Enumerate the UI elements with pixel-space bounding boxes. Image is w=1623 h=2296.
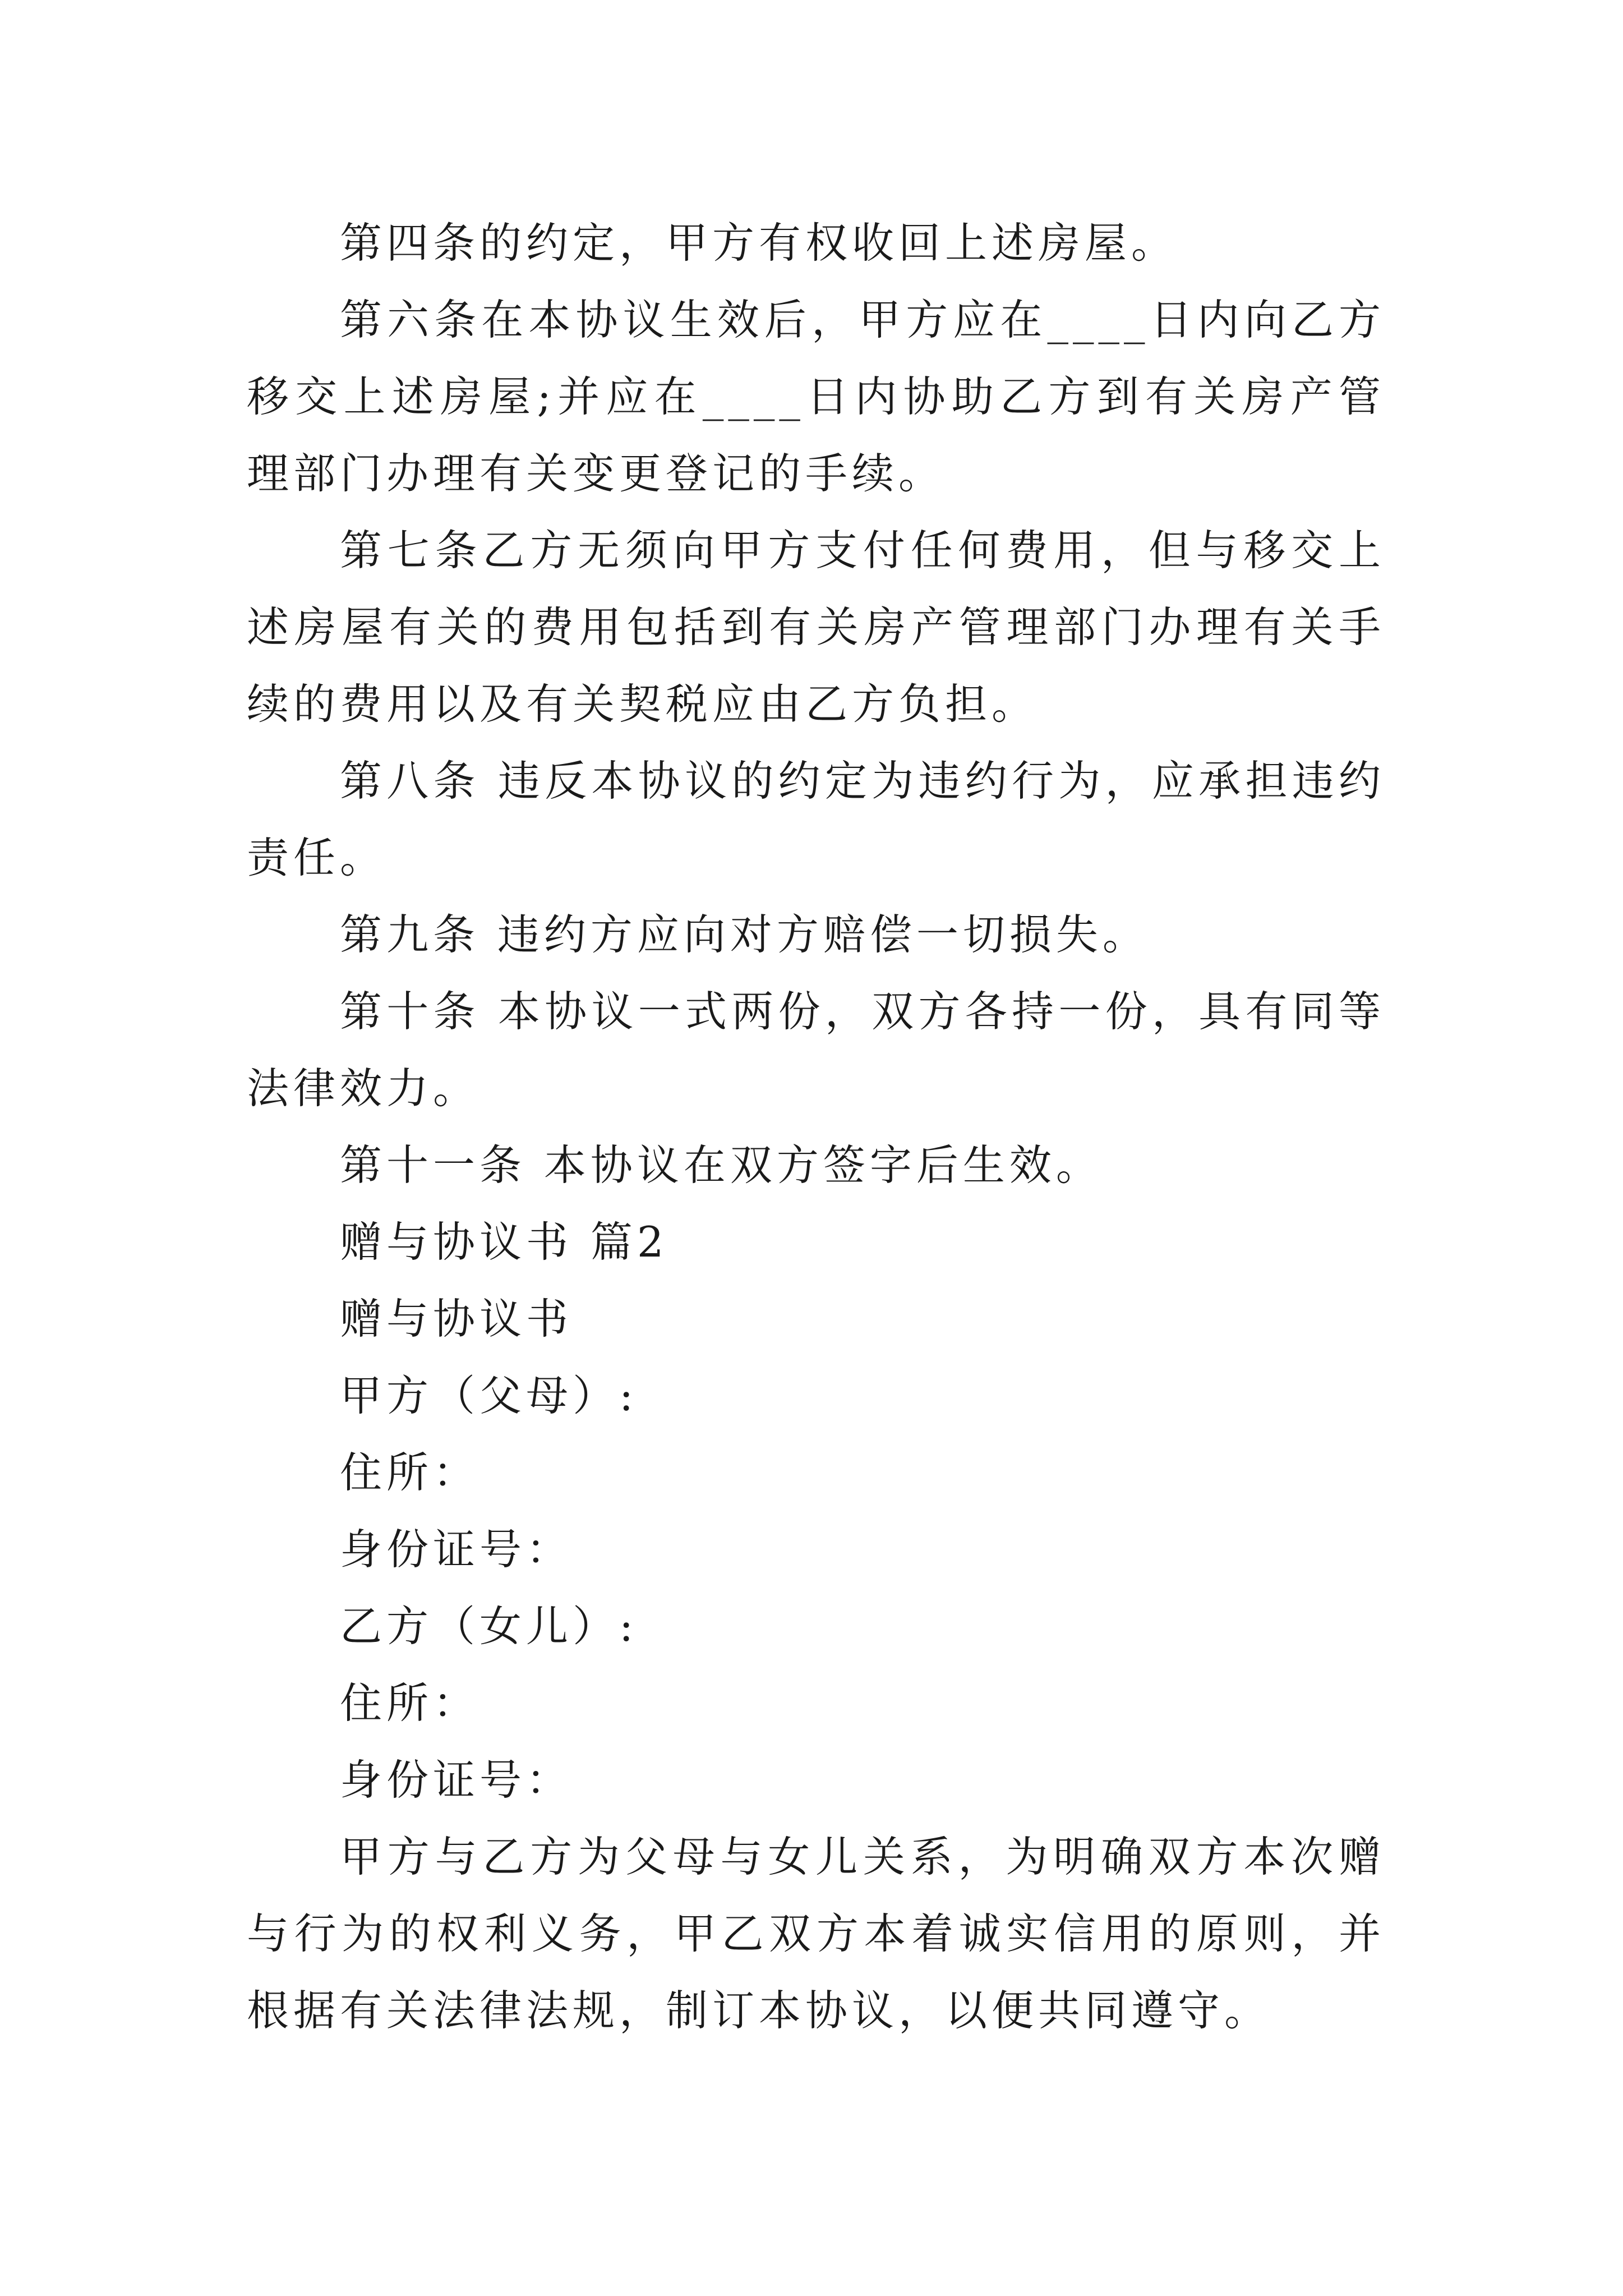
paragraph-article-8: 第八条 违反本协议的约定为违约行为，应承担违约责任。 [247,756,1385,882]
paragraph-article-11: 第十一条 本协议在双方签字后生效。 [340,1140,1103,1190]
paragraph-preamble: 甲方与乙方为父母与女儿关系，为明确双方本次赠与行为的权利义务，甲乙双方本着诚实信用的原则，并根据有关法律法规，制订本协议，以便共同遵守。 [247,1832,1385,2035]
paragraph-article-6: 第六条在本协议生效后，甲方应在____日内向乙方移交上述房屋;并应在____日内协助乙方到有关房产管理部门办理有关变更登记的手续。 [247,295,1385,498]
party-a-id-label: 身份证号： [340,1525,573,1574]
document-body [247,205,1385,2049]
section-heading: 赠与协议书 篇2 [340,1217,668,1267]
party-a-address-label: 住所： [340,1448,480,1497]
paragraph-article-7: 第七条乙方无须向甲方支付任何费用，但与移交上述房屋有关的费用包括到有关房产管理部门办理有关手续的费用以及有关契税应由乙方负担。 [247,526,1385,729]
party-b-address-label: 住所： [340,1678,480,1728]
paragraph-article-4-end: 第四条的约定，甲方有权收回上述房屋。 [340,218,1178,268]
party-b-label: 乙方（女儿）: [340,1602,638,1651]
paragraph-article-10: 第十条 本协议一式两份，双方各持一份，具有同等法律效力。 [247,987,1385,1113]
document-title: 赠与协议书 [340,1294,573,1343]
party-b-id-label: 身份证号： [340,1755,573,1805]
party-a-label: 甲方（父母）: [340,1371,638,1420]
paragraph-article-9: 第九条 违约方应向对方赔偿一切损失。 [340,910,1149,959]
